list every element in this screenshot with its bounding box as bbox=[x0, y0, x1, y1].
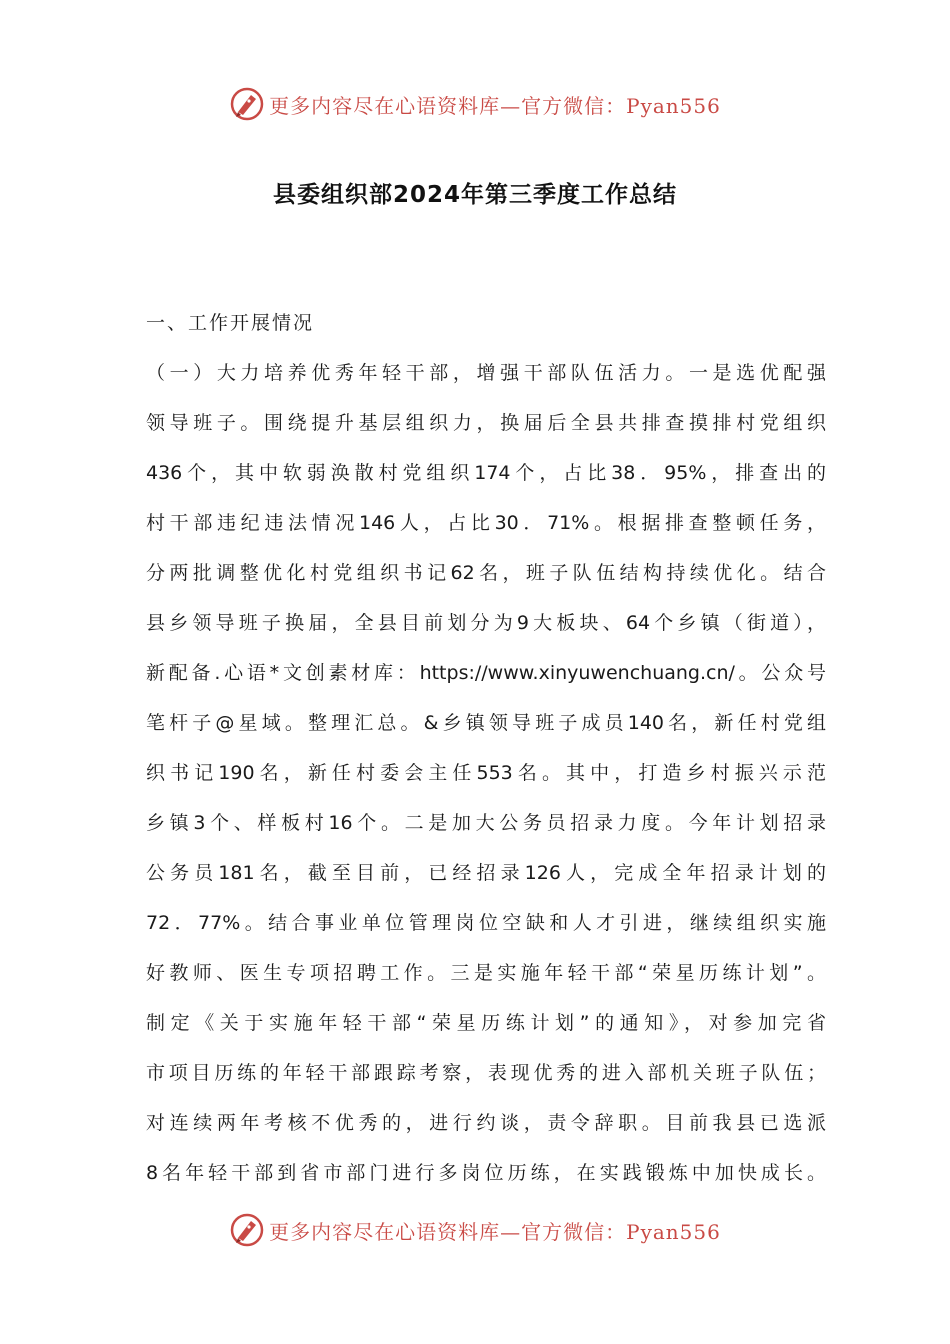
pen-nib-logo-icon bbox=[229, 86, 265, 122]
body-line: 436个，其中软弱涣散村党组织174个，占比38．95%，排查出的 bbox=[146, 462, 826, 484]
header-watermark-banner bbox=[0, 84, 950, 124]
body-line: 织书记190名，新任村委会主任553名。其中，打造乡村振兴示范 bbox=[146, 762, 826, 784]
body-line: 新配备.心语*文创素材库：https://www.xinyuwenchuang.cn/。公众号 bbox=[146, 662, 826, 684]
document-title: 县委组织部2024年第三季度工作总结 bbox=[272, 182, 677, 208]
body-line: 72．77%。结合事业单位管理岗位空缺和人才引进，继续组织实施 bbox=[146, 912, 826, 934]
body-line: （一）大力培养优秀年轻干部，增强干部队伍活力。一是选优配强 bbox=[146, 362, 826, 384]
body-line: 村干部违纪违法情况146人，占比30．71%。根据排查整顿任务， bbox=[146, 512, 826, 534]
section-heading: 一、工作开展情况 bbox=[146, 312, 315, 334]
body-line: 对连续两年考核不优秀的，进行约谈，责令辞职。目前我县已选派 bbox=[146, 1112, 826, 1134]
body-line: 领导班子。围绕提升基层组织力，换届后全县共排查摸排村党组织 bbox=[146, 412, 826, 434]
body-line: 分两批调整优化村党组织书记62名，班子队伍结构持续优化。结合 bbox=[146, 562, 826, 584]
pen-nib-logo-icon bbox=[229, 1212, 265, 1248]
footer-watermark-text: 更多内容尽在心语资料库—官方微信：Pyan556 bbox=[269, 1219, 721, 1244]
document-body bbox=[146, 298, 826, 1198]
body-line: 笔杆子@星域。整理汇总。&乡镇领导班子成员140名，新任村党组 bbox=[146, 712, 826, 734]
body-line: 好教师、医生专项招聘工作。三是实施年轻干部“荣星历练计划”。 bbox=[146, 962, 826, 984]
body-line: 公务员181名，截至目前，已经招录126人，完成全年招录计划的 bbox=[146, 862, 826, 884]
header-watermark-text: 更多内容尽在心语资料库—官方微信：Pyan556 bbox=[269, 93, 721, 118]
body-line: 市项目历练的年轻干部跟踪考察，表现优秀的进入部机关班子队伍； bbox=[146, 1062, 826, 1084]
footer-watermark-banner bbox=[0, 1210, 950, 1250]
body-line: 乡镇3个、样板村16个。二是加大公务员招录力度。今年计划招录 bbox=[146, 812, 826, 834]
body-line: 8名年轻干部到省市部门进行多岗位历练，在实践锻炼中加快成长。 bbox=[146, 1162, 826, 1184]
body-line: 县乡领导班子换届，全县目前划分为9大板块、64个乡镇（街道）， bbox=[146, 612, 826, 634]
body-line: 制定《关于实施年轻干部“荣星历练计划”的通知》，对参加完省 bbox=[146, 1012, 826, 1034]
